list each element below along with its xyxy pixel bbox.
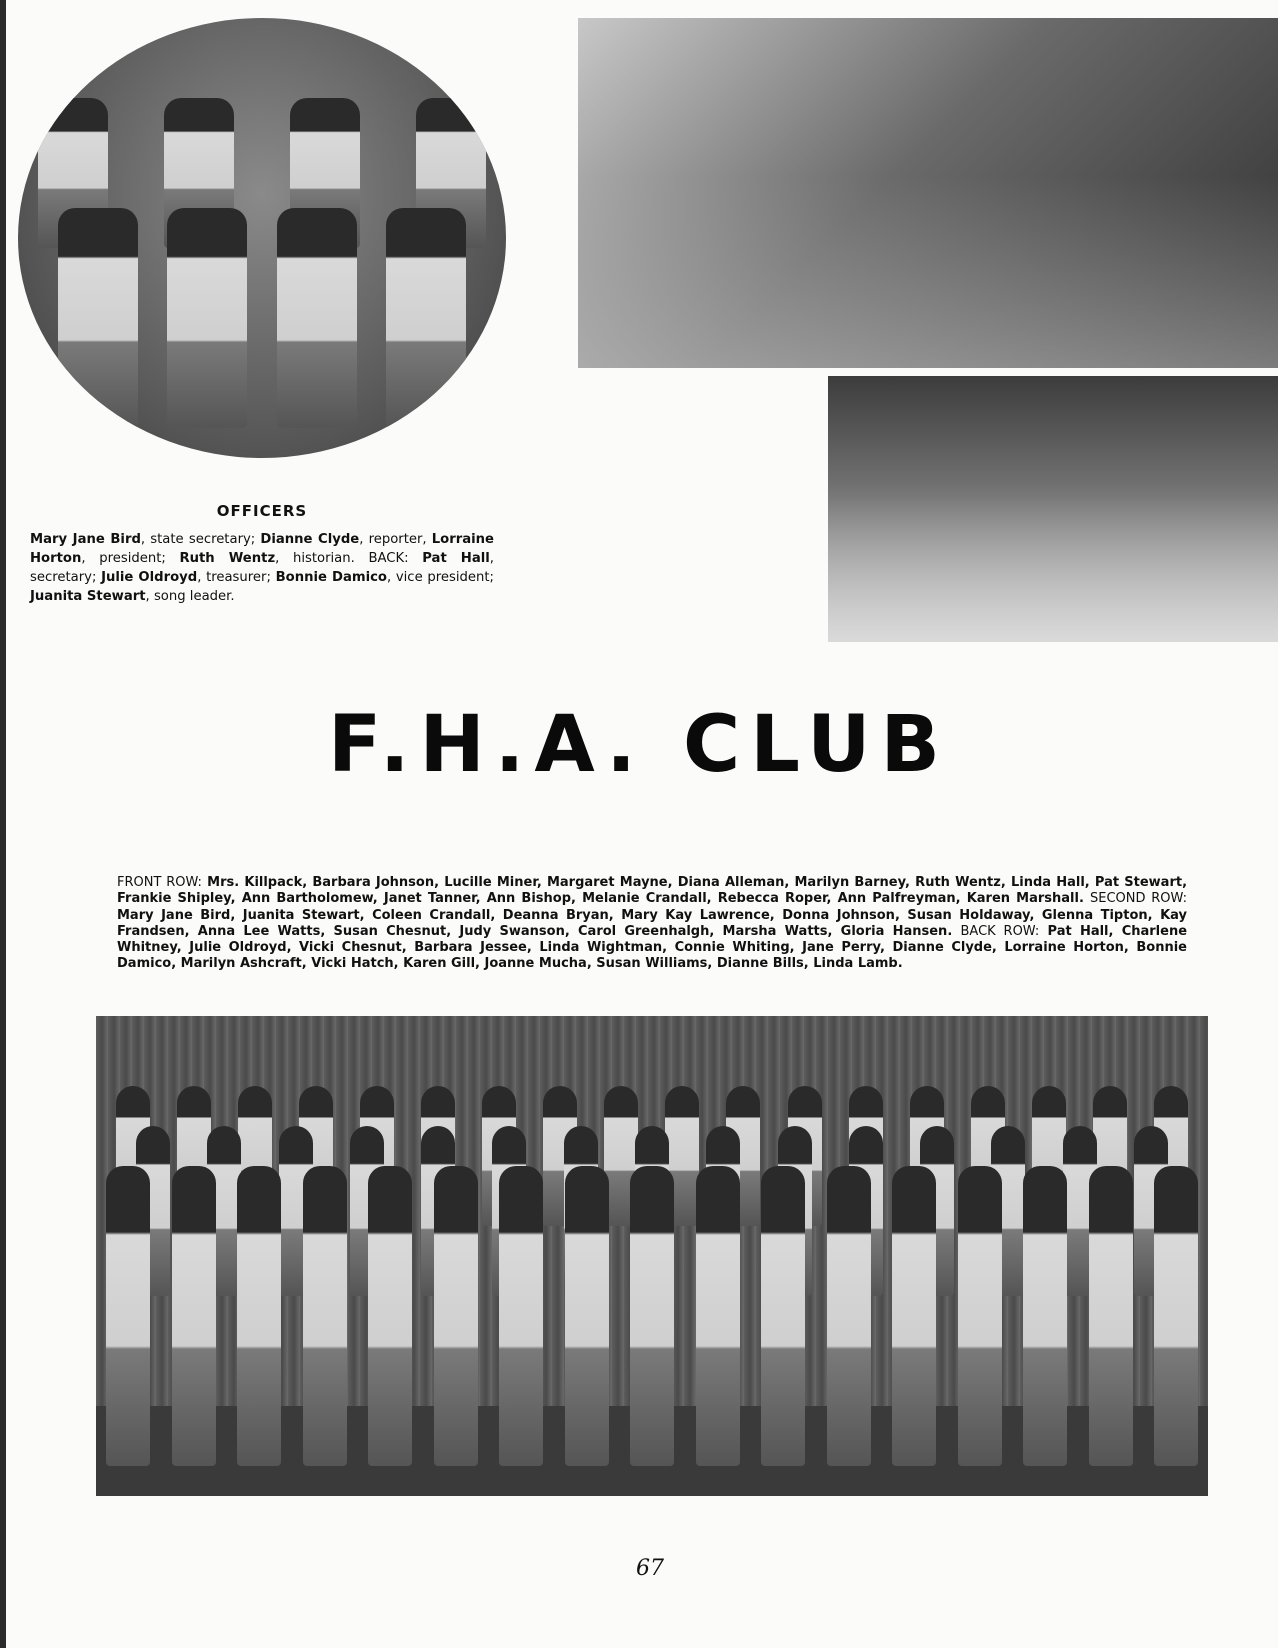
officer-role: historian. bbox=[292, 551, 355, 566]
officer-role: secretary; bbox=[30, 570, 97, 585]
person-figure bbox=[1154, 1166, 1198, 1466]
two-girls-photo bbox=[828, 376, 1278, 642]
person-figure bbox=[303, 1166, 347, 1466]
person-figure bbox=[565, 1166, 609, 1466]
back-label: BACK: bbox=[368, 551, 409, 566]
photo-shading bbox=[578, 176, 1278, 369]
officer-name: Juanita Stewart bbox=[30, 589, 146, 604]
officer-role: vice president; bbox=[395, 570, 494, 585]
second-row-label: SECOND ROW: bbox=[1090, 891, 1187, 907]
sewing-activity-photo bbox=[578, 18, 1278, 368]
person-figure bbox=[827, 1166, 871, 1466]
officers-title: OFFICERS bbox=[216, 502, 308, 520]
officer-name: Ruth Wentz bbox=[179, 551, 276, 566]
officers-front-row bbox=[58, 208, 466, 428]
roster-caption bbox=[117, 875, 1187, 973]
person-figure bbox=[172, 1166, 216, 1466]
person-figure bbox=[58, 208, 138, 428]
person-figure bbox=[761, 1166, 805, 1466]
officer-role: reporter, bbox=[368, 532, 427, 547]
front-row-label: FRONT ROW: bbox=[117, 875, 202, 890]
officer-role: treasurer; bbox=[206, 570, 271, 585]
back-row-names: Pat Hall, Charlene Whitney, Julie Oldroyd, Vicki Chesnut, Barbara Jessee, Linda Wightman, Connie Whiting, Jane Perry, Dianne Clyde, Lorraine Horton, Bonnie Damico, Marilyn Ashcraft, Vicki Hatch, Karen Gill, Joanne Mucha, Susan Williams, Dianne Bills, Linda Lamb. bbox=[117, 923, 1188, 972]
officer-name: Mary Jane Bird bbox=[30, 532, 141, 547]
club-title: F.H.A. CLUB bbox=[328, 700, 950, 790]
person-figure bbox=[892, 1166, 936, 1466]
person-figure bbox=[696, 1166, 740, 1466]
back-row-label: BACK ROW: bbox=[960, 923, 1040, 939]
second-row-names: Mary Jane Bird, Juanita Stewart, Coleen Crandall, Deanna Bryan, Mary Kay Lawrence, Donna Johnson, Susan Holdaway, Glenna Tipton, Kay Frandsen, Anna Lee Watts, Susan Chesnut, Judy Swanson, Carol Greenhalgh, Marsha Watts, Gloria Hansen. bbox=[117, 907, 1187, 939]
person-figure bbox=[499, 1166, 543, 1466]
person-figure bbox=[958, 1166, 1002, 1466]
person-figure bbox=[386, 208, 466, 428]
person-figure bbox=[106, 1166, 150, 1466]
officer-name: Pat Hall bbox=[422, 551, 490, 566]
group-photo bbox=[96, 1016, 1208, 1496]
officer-name: Lorraine Horton bbox=[30, 532, 495, 566]
page-number: 67 bbox=[636, 1556, 664, 1581]
photo-shading bbox=[828, 496, 1278, 642]
front-row-names: Mrs. Killpack, Barbara Johnson, Lucille Miner, Margaret Mayne, Diana Alleman, Marilyn Barney, Ruth Wentz, Linda Hall, Pat Stewart, Frankie Shipley, Ann Bartholomew, Janet Tanner, Ann Bishop, Melanie Crandall, Rebecca Roper, Ann Palfreyman, Karen Marshall. bbox=[117, 875, 1188, 907]
binding-edge bbox=[0, 0, 6, 1648]
person-figure bbox=[1023, 1166, 1067, 1466]
officer-name: Bonnie Damico bbox=[275, 570, 387, 585]
officers-photo bbox=[18, 18, 506, 458]
person-figure bbox=[630, 1166, 674, 1466]
group-front-row bbox=[106, 1166, 1198, 1466]
officer-name: Julie Oldroyd bbox=[101, 570, 198, 585]
officer-role: president; bbox=[99, 551, 166, 566]
officer-role: song leader. bbox=[153, 589, 235, 604]
officers-caption: Mary Jane Bird, state secretary; Dianne Clyde, reporter, Lorraine Horton, president; Ruth Wentz, historian. BACK: Pat Hall, secretary; Julie Oldroyd, treasurer; Bonnie Damico, vice president; Juanita Stewart, song leader. bbox=[30, 532, 495, 604]
person-figure bbox=[237, 1166, 281, 1466]
officer-name: Dianne Clyde bbox=[260, 532, 360, 547]
person-figure bbox=[434, 1166, 478, 1466]
person-figure bbox=[167, 208, 247, 428]
officer-role: state secretary; bbox=[150, 532, 256, 547]
person-figure bbox=[368, 1166, 412, 1466]
person-figure bbox=[1089, 1166, 1133, 1466]
person-figure bbox=[277, 208, 357, 428]
